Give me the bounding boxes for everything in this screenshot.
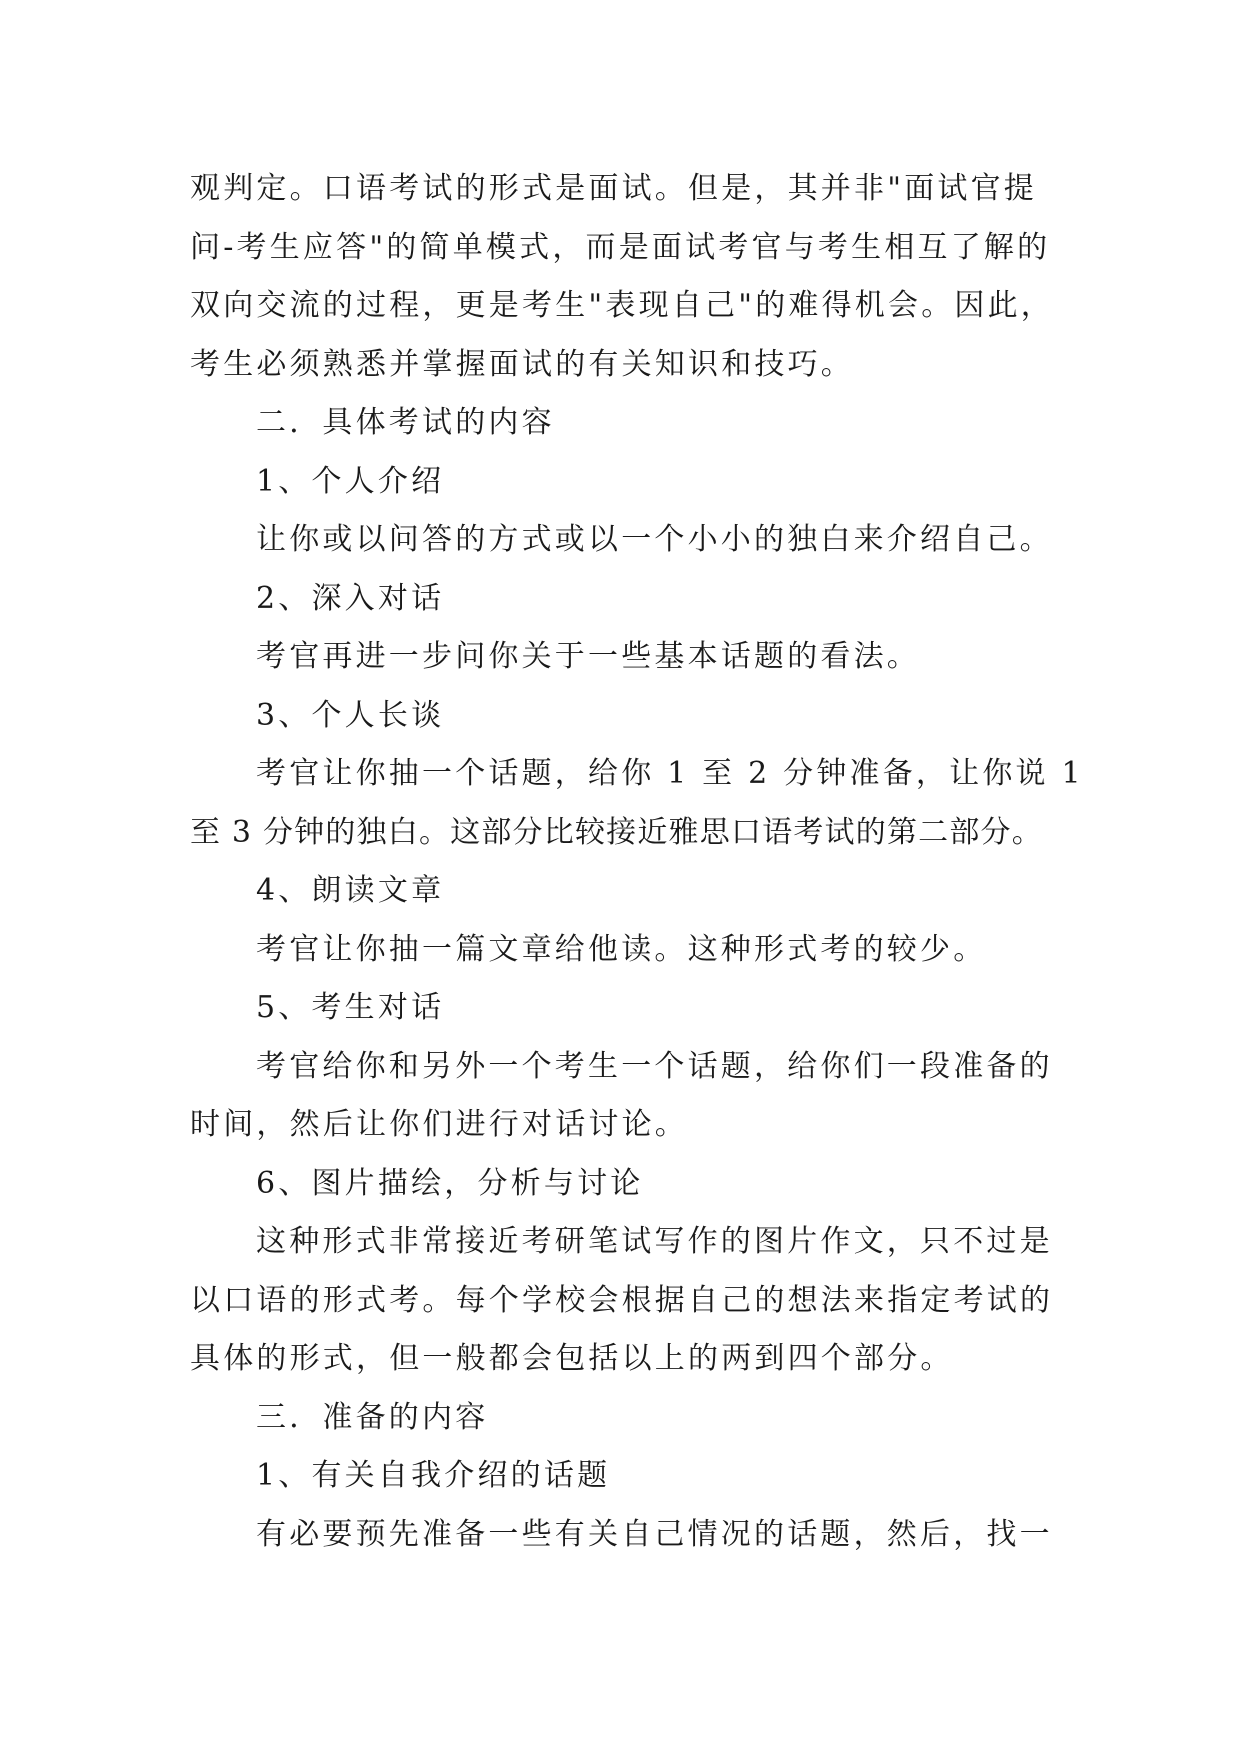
subsection-heading: 5、考生对话 [256, 990, 445, 1025]
subsection-heading: 3、个人长谈 [256, 697, 445, 733]
paragraph-line: 观判定。口语考试的形式是面试。但是，其并非"面试官提 [190, 171, 1037, 206]
paragraph-line: 时间，然后让你们进行对话讨论。 [190, 1107, 688, 1142]
paragraph-line: 问-考生应答"的简单模式，而是面试考官与考生相互了解的 [190, 229, 1051, 265]
paragraph-line: 这种形式非常接近考研笔试写作的图片作文，只不过是 [256, 1224, 1053, 1259]
section-heading: 二．具体考试的内容 [256, 405, 555, 440]
paragraph-line: 具体的形式，但一般都会包括以上的两到四个部分。 [190, 1341, 954, 1376]
paragraph-line: 考官给你和另外一个考生一个话题，给你们一段准备的 [256, 1048, 1053, 1084]
document-page [190, 160, 1084, 1564]
section-heading: 三．准备的内容 [256, 1399, 489, 1435]
paragraph-line: 考官让你抽一篇文章给他读。这种形式考的较少。 [256, 931, 987, 967]
subsection-heading: 6、图片描绘，分析与讨论 [256, 1165, 644, 1201]
subsection-heading: 2、深入对话 [256, 580, 445, 616]
paragraph-line: 至 3 分钟的独白。这部分比较接近雅思口语考试的第二部分。 [190, 814, 1043, 850]
paragraph-line: 让你或以问答的方式或以一个小小的独白来介绍自己。 [256, 522, 1053, 557]
subsection-heading: 4、朗读文章 [256, 873, 445, 908]
subsection-heading: 1、个人介绍 [256, 463, 445, 499]
subsection-heading: 1、有关自我介绍的话题 [256, 1458, 611, 1493]
paragraph-line: 考生必须熟悉并掌握面试的有关知识和技巧。 [190, 346, 854, 382]
paragraph-line: 考官再进一步问你关于一些基本话题的看法。 [256, 639, 920, 674]
paragraph-line: 双向交流的过程，更是考生"表现自己"的难得机会。因此， [190, 288, 1054, 323]
paragraph-line: 以口语的形式考。每个学校会根据自己的想法来指定考试的 [190, 1282, 1054, 1318]
paragraph-line: 有必要预先准备一些有关自己情况的话题，然后，找一 [256, 1516, 1053, 1552]
paragraph-line: 考官让你抽一个话题，给你 1 至 2 分钟准备，让你说 1 [256, 756, 1084, 791]
